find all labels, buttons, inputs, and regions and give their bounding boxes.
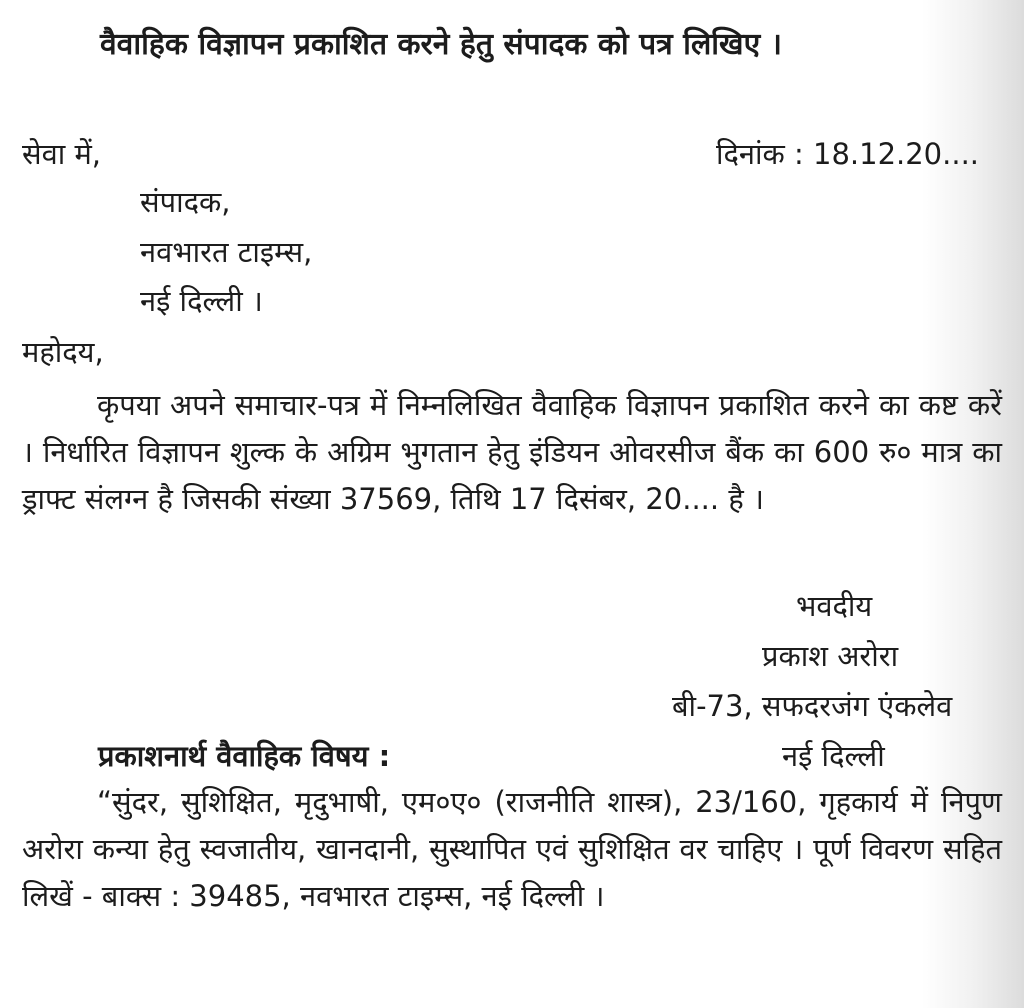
advert-text: “सुंदर, सुशिक्षित, मृदुभाषी, एम०ए० (राजनीति शास्त्र), 23/160, गृहकार्य में निपुण अरोरा कन्या हेतु स्वजातीय, खानदानी, सुस्थापित एवं सुशिक्षित वर चाहिए । पूर्ण विवरण सहित लिखें - बाक्स : 39485, नवभारत टाइम्स, नई दिल्ली । [22,785,1002,913]
sender-address-line-2: नई दिल्ली [782,739,885,773]
advert-paragraph [22,779,1002,920]
page-title: वैवाहिक विज्ञापन प्रकाशित करने हेतु संपादक को पत्र लिखिए । [100,27,782,62]
recipient-line-3: नई दिल्ली । [140,284,263,318]
letter-date: दिनांक : 18.12.20.... [716,137,980,171]
salutation-to: सेवा में, [22,137,102,171]
recipient-line-1: संपादक, [140,185,231,219]
greeting: महोदय, [22,335,104,369]
sender-name: प्रकाश अरोरा [762,639,899,673]
subject-heading: प्रकाशनार्थ वैवाहिक विषय : [98,739,391,773]
recipient-line-2: नवभारत टाइम्स, [140,235,313,269]
body-paragraph [22,382,1002,523]
body-text: कृपया अपने समाचार-पत्र में निम्नलिखित वैवाहिक विज्ञापन प्रकाशित करने का कष्ट करें । निर्धारित विज्ञापन शुल्क के अग्रिम भुगतान हेतु इंडियन ओवरसीज बैंक का 600 रु० मात्र का ड्राफ्ट संलग्न है जिसकी संख्या 37569, तिथि 17 दिसंबर, 20.... है । [22,388,1002,516]
sender-address-line-1: बी-73, सफदरजंग एंकलेव [672,689,953,723]
closing-regards: भवदीय [796,589,873,623]
